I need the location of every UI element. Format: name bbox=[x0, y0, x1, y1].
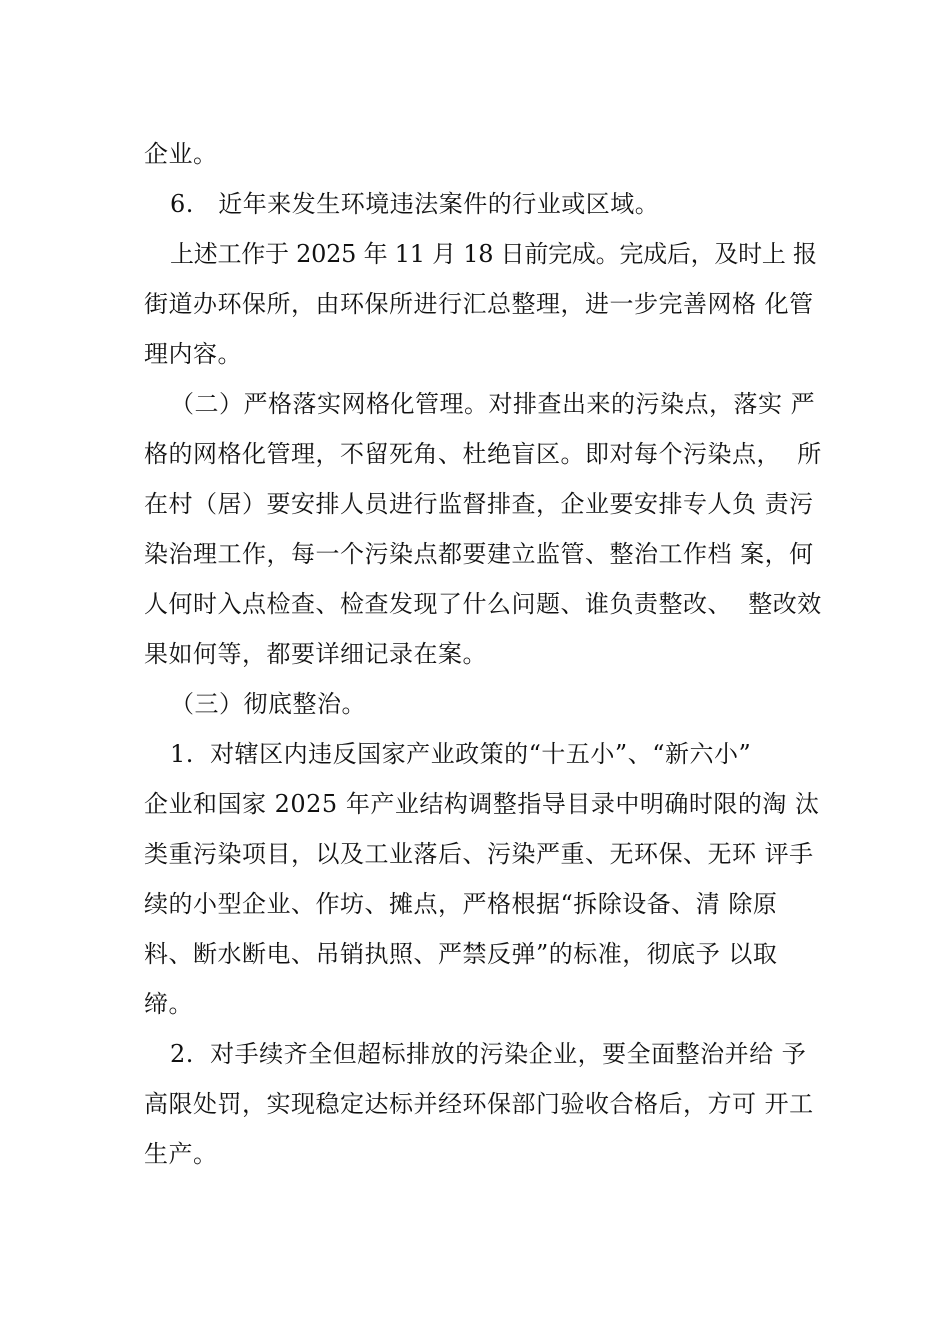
text-line: 类重污染项目，以及工业落后、污染严重、无环保、无环 评手 bbox=[144, 840, 814, 868]
text-line: 街道办环保所，由环保所进行汇总整理，进一步完善网格 化管 bbox=[144, 290, 814, 318]
text-line: 生产。 bbox=[144, 1140, 218, 1168]
text-line: 理内容。 bbox=[144, 340, 242, 368]
text-line: 上述工作于 2025 年 11 月 18 日前完成。完成后，及时上 报 bbox=[170, 240, 817, 268]
text-line: 在村（居）要安排人员进行监督排查，企业要安排专人负 责污 bbox=[144, 490, 814, 518]
text-line: 企业。 bbox=[144, 140, 218, 168]
text-line: （三）彻底整治。 bbox=[170, 690, 366, 718]
text-line: 企业和国家 2025 年产业结构调整指导目录中明确时限的淘 汰 bbox=[144, 790, 820, 818]
text-line: （二）严格落实网格化管理。对排查出来的污染点，落实 严 bbox=[170, 390, 816, 418]
text-line: 果如何等，都要详细记录在案。 bbox=[144, 640, 487, 668]
text-line: 2. 对手续齐全但超标排放的污染企业，要全面整治并给 予 bbox=[170, 1040, 807, 1068]
text-line: 染治理工作，每一个污染点都要建立监管、整治工作档 案，何 bbox=[144, 540, 814, 568]
text-line: 续的小型企业、作坊、摊点，严格根据“拆除设备、清 除原 bbox=[144, 890, 778, 918]
text-line: 6. 近年来发生环境违法案件的行业或区域。 bbox=[170, 190, 660, 218]
text-line: 高限处罚，实现稳定达标并经环保部门验收合格后，方可 开工 bbox=[144, 1090, 814, 1118]
text-line: 1. 对辖区内违反国家产业政策的“十五小”、“新六小” bbox=[170, 740, 752, 768]
text-line: 缔。 bbox=[144, 990, 193, 1018]
text-line: 格的网格化管理，不留死角、杜绝盲区。即对每个污染点， 所 bbox=[144, 440, 822, 468]
text-line: 人何时入点检查、检查发现了什么问题、谁负责整改、 整改效 bbox=[144, 590, 822, 618]
text-line: 料、断水断电、吊销执照、严禁反弹”的标准，彻底予 以取 bbox=[144, 940, 778, 968]
